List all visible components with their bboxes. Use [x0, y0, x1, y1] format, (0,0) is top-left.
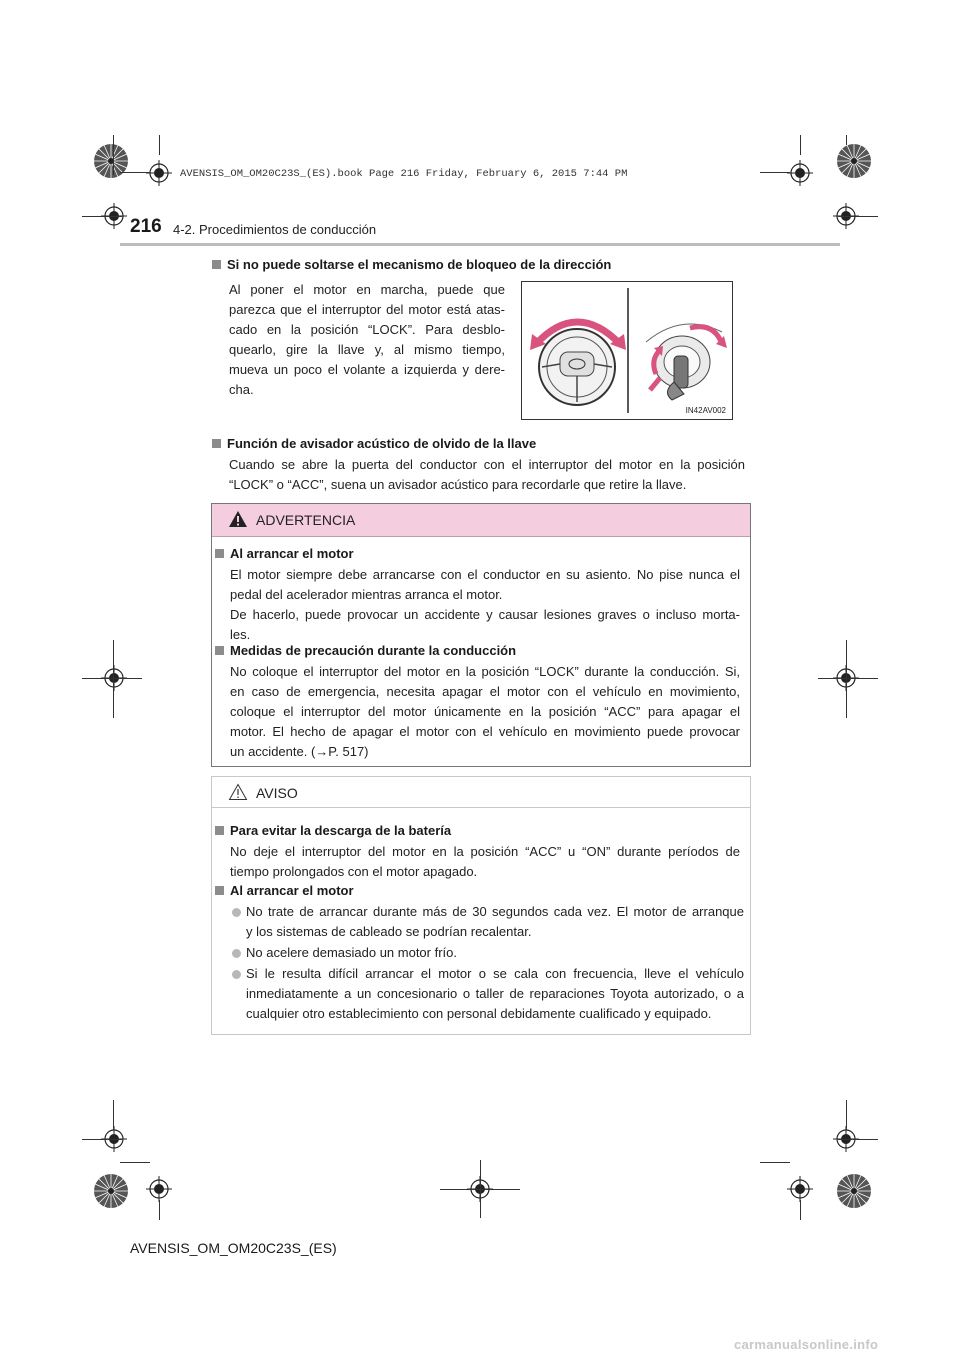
warning-heading-start: Al arrancar el motor [215, 546, 354, 561]
warning-text-start: El motor siempre debe arrancarse con el conductor en su asiento. No pise nunca el pedal del acelerador mientras arranca el motor. De hacerlo, puede provocar un accidente y causar lesiones graves o incluso morta- les. [230, 567, 740, 642]
footer-doc-code: AVENSIS_OM_OM20C23S_(ES) [130, 1240, 337, 1256]
caution-box [211, 776, 751, 1035]
header-rule [120, 243, 840, 246]
caution-text-battery: No deje el interruptor del motor en la posición “ACC” u “ON” durante períodos de tiempo prolongados con el motor apagado. [230, 844, 740, 879]
watermark: carmanualsonline.info [734, 1337, 879, 1352]
steering-lock-text: Al poner el motor en marcha, puede que parezca que el interruptor del motor está atas- cado en la posición “LOCK”. Para desblo- quearlo, gire la llave y, al mismo tiempo, mueva un poco el volante a izquierda y dere- cha. [229, 282, 505, 397]
round-bullet-icon [232, 970, 241, 979]
caution-header [212, 777, 750, 808]
round-bullet-icon [232, 908, 241, 917]
book-info: AVENSIS_OM_OM20C23S_(ES).book Page 216 Friday, February 6, 2015 7:44 PM [180, 168, 628, 180]
square-bullet-icon [215, 549, 224, 558]
caution-title: AVISO [256, 785, 298, 801]
steering-wheel-key-icon [522, 282, 732, 419]
round-bullet-icon [232, 949, 241, 958]
starburst-mark-icon [836, 143, 872, 179]
starburst-mark-icon [93, 1173, 129, 1209]
registration-mark-icon [146, 160, 172, 186]
registration-mark-icon [787, 1176, 813, 1202]
heading-key-reminder: Función de avisador acústico de olvido de la llave [212, 436, 536, 451]
starburst-mark-icon [93, 143, 129, 179]
section-title: 4-2. Procedimientos de conducción [173, 222, 377, 237]
square-bullet-icon [212, 439, 221, 448]
heading-steering-lock: Si no puede soltarse el mecanismo de bloqueo de la dirección [212, 257, 611, 272]
warning-heading-driving: Medidas de precaución durante la conducción [215, 643, 516, 658]
square-bullet-icon [215, 826, 224, 835]
warning-triangle-icon [228, 510, 248, 528]
warning-header [212, 504, 750, 537]
figure-label: IN42AV002 [685, 406, 726, 415]
warning-box [211, 503, 751, 767]
steering-key-illustration [521, 281, 733, 420]
caution-bullet-3: Si le resulta difícil arrancar el motor o se cala con frecuencia, lleve el vehículo inmediatamente a un concesionario o taller de reparaciones Toyota autorizado, o a cualquier otro establecimiento con personal debidamente cualificado y equipado. [246, 966, 744, 1021]
starburst-mark-icon [836, 1173, 872, 1209]
caution-bullet-1: No trate de arrancar durante más de 30 segundos cada vez. El motor de arranque y los sistemas de cableado se podrían recalentar. [246, 904, 744, 939]
registration-mark-icon [146, 1176, 172, 1202]
page-number: 216 [130, 216, 162, 237]
key-reminder-text: Cuando se abre la puerta del conductor con el interruptor del motor en la posición “LOCK” o “ACC”, suena un avisador acústico para recordarle que retire la llave. [229, 457, 745, 492]
caution-triangle-icon [228, 783, 248, 801]
registration-mark-icon [787, 160, 813, 186]
caution-bullet-2: No acelere demasiado un motor frío. [246, 945, 457, 960]
warning-text-driving: No coloque el interruptor del motor en la posición “LOCK” durante la conducción. Si, en caso de emergencia, necesita apagar el motor con el vehículo en movimiento, coloque el interruptor del motor únicamente en la posición “ACC” para apagar el motor. El hecho de apagar el motor con el vehículo en movimiento puede provocar un accidente. (→P. 517) [230, 664, 740, 759]
caution-heading-start: Al arrancar el motor [215, 883, 354, 898]
caution-heading-battery: Para evitar la descarga de la batería [215, 823, 451, 838]
square-bullet-icon [215, 886, 224, 895]
square-bullet-icon [215, 646, 224, 655]
square-bullet-icon [212, 260, 221, 269]
warning-title: ADVERTENCIA [256, 512, 356, 528]
